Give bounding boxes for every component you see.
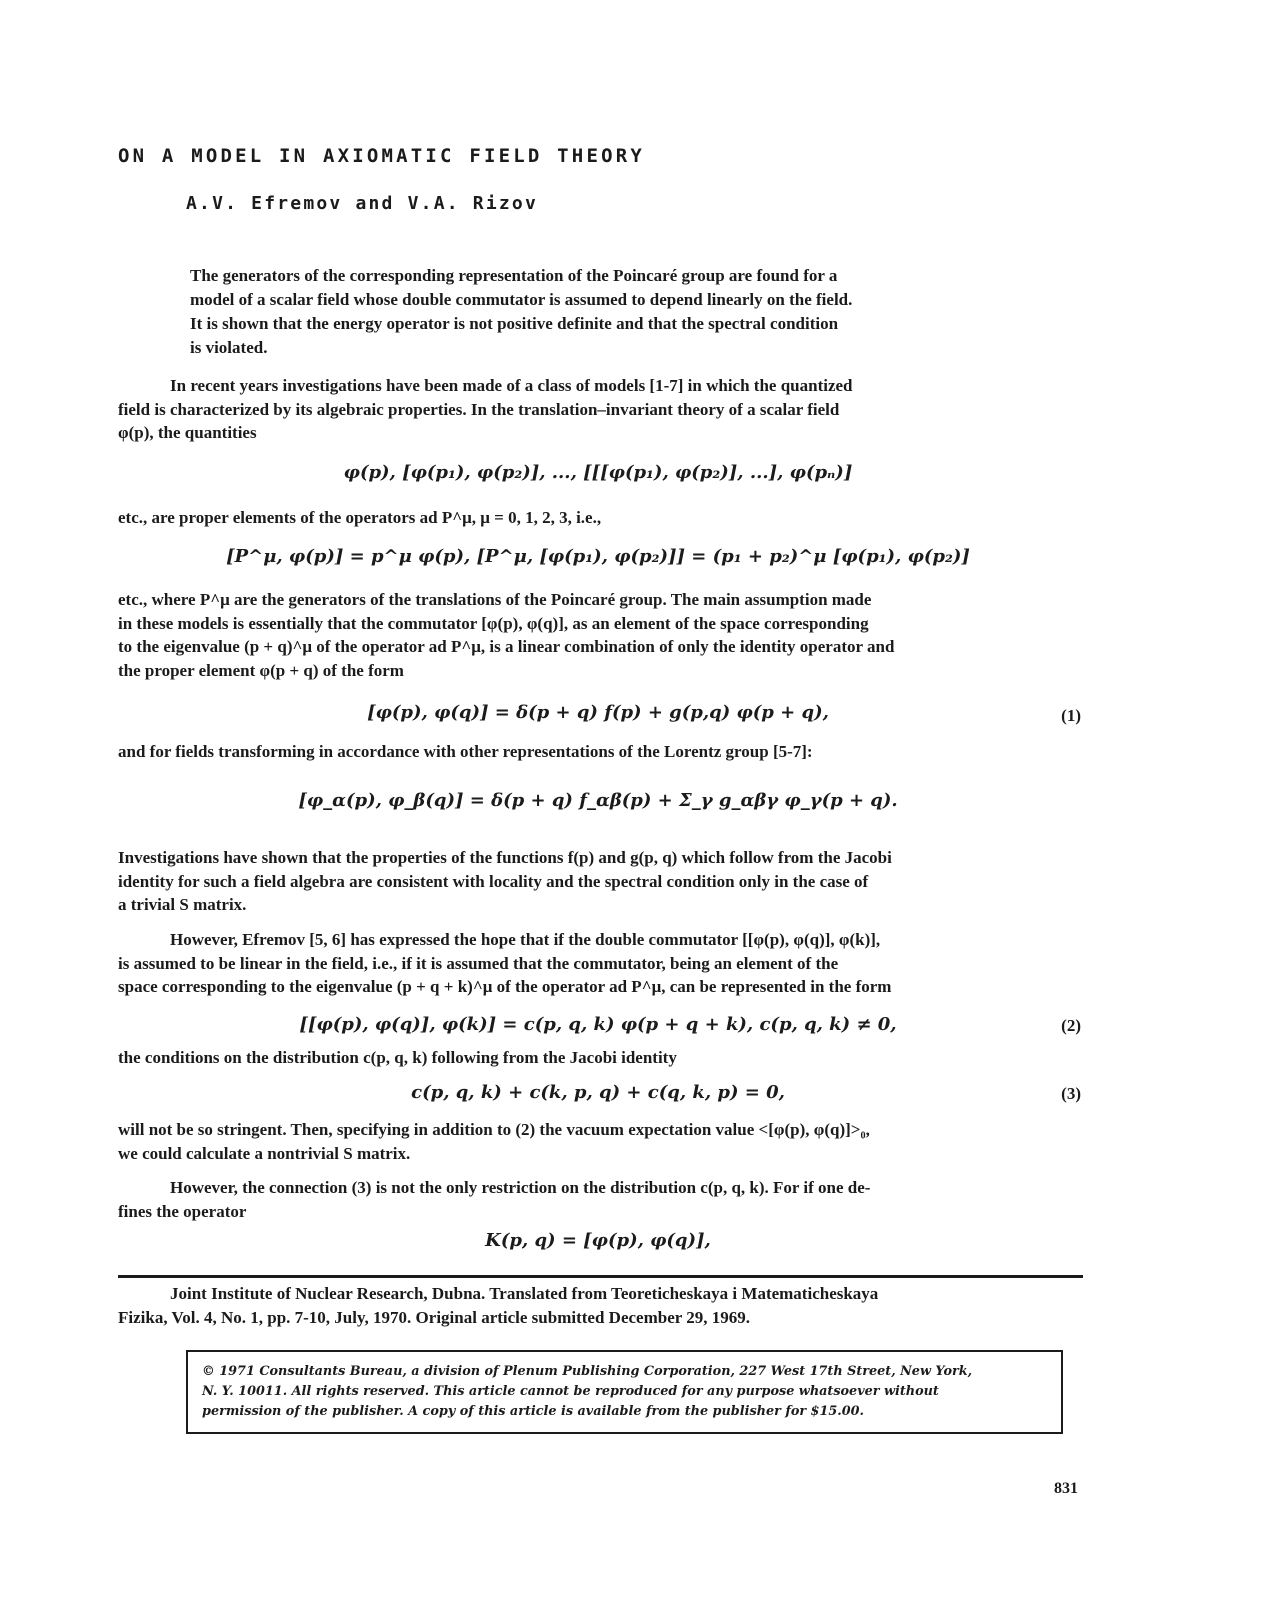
text-line: Investigations have shown that the properties of the functions f(p) and g(p, q) which follow from the Jacobi bbox=[118, 848, 892, 867]
equation-quantities: φ(p), [φ(p₁), φ(p₂)], ..., [[[φ(p₁), φ(p₂)], ...], φ(pₙ)] bbox=[343, 462, 853, 483]
text-line: fines the operator bbox=[118, 1201, 247, 1221]
text-line: the proper element φ(p + q) of the form bbox=[118, 660, 404, 680]
footnote-line: Fizika, Vol. 4, No. 1, pp. 7-10, July, 1970. Original article submitted December 29, 1969. bbox=[118, 1308, 750, 1327]
equation-1: [φ(p), φ(q)] = δ(p + q) f(p) + g(p,q) φ(p + q), bbox=[367, 702, 829, 723]
copyright-notice bbox=[186, 1350, 1063, 1434]
abstract-line: It is shown that the energy operator is not positive definite and that the spectral condition bbox=[190, 314, 839, 333]
text-line: etc., where P^μ are the generators of the translations of the Poincaré group. The main assumption made bbox=[118, 590, 872, 609]
abstract-line: model of a scalar field whose double commutator is assumed to depend linearly on the field. bbox=[190, 290, 853, 309]
paragraph-connection bbox=[118, 1176, 1078, 1223]
abstract-line: is violated. bbox=[190, 338, 268, 357]
copyright-line: © 1971 Consultants Bureau, a division of Plenum Publishing Corporation, 227 West 17th Street, New York, bbox=[202, 1364, 973, 1379]
text-line: a trivial S matrix. bbox=[118, 895, 247, 914]
text-line: φ(p), the quantities bbox=[118, 423, 257, 442]
text-line: we could calculate a nontrivial S matrix. bbox=[118, 1143, 411, 1163]
paragraph-jacobi bbox=[118, 1046, 1078, 1070]
equation-number-3: (3) bbox=[1061, 1084, 1081, 1103]
copyright-line: permission of the publisher. A copy of this article is available from the publisher for $15.00. bbox=[202, 1404, 864, 1419]
equation-number-1: (1) bbox=[1061, 706, 1081, 725]
page-number: 831 bbox=[1054, 1480, 1078, 1497]
paragraph-lorentz bbox=[118, 740, 1078, 764]
text-line: the conditions on the distribution c(p, q, k) following from the Jacobi identity bbox=[118, 1048, 677, 1067]
text-line: In recent years investigations have been made of a class of models [1-7] in which the quantized bbox=[170, 376, 853, 395]
footnote-divider bbox=[118, 1275, 1083, 1278]
copyright-line: N. Y. 10011. All rights reserved. This article cannot be reproduced for any purpose whatsoever without bbox=[202, 1384, 939, 1399]
abstract bbox=[190, 264, 1060, 360]
text-line: identity for such a field algebra are consistent with locality and the spectral condition only in the case of bbox=[118, 871, 869, 891]
text-line: However, the connection (3) is not the only restriction on the distribution c(p, q, k). For if one de- bbox=[170, 1178, 871, 1197]
equation-lorentz: [φ_α(p), φ_β(q)] = δ(p + q) f_αβ(p) + Σ_γ g_αβγ φ_γ(p + q). bbox=[298, 790, 898, 811]
paragraph-intro bbox=[118, 374, 1078, 445]
text-line: to the eigenvalue (p + q)^μ of the operator ad P^μ, is a linear combination of only the identity operator and bbox=[118, 637, 895, 656]
equation-number-2: (2) bbox=[1061, 1016, 1081, 1035]
text-line: and for fields transforming in accordance with other representations of the Lorentz group [5-7]: bbox=[118, 742, 813, 761]
article-title: ON A MODEL IN AXIOMATIC FIELD THEORY bbox=[118, 145, 646, 167]
equation-3: c(p, q, k) + c(k, p, q) + c(q, k, p) = 0, bbox=[411, 1082, 785, 1103]
text-line: etc., are proper elements of the operators ad P^μ, μ = 0, 1, 2, 3, i.e., bbox=[118, 508, 602, 527]
footnote bbox=[118, 1282, 1083, 1330]
footnote-line: Joint Institute of Nuclear Research, Dubna. Translated from Teoreticheskaya i Matematicheskaya bbox=[170, 1284, 879, 1303]
text-line: will not be so stringent. Then, specifying in addition to (2) the vacuum expectation value <[φ(p), φ(q)]>₀, bbox=[118, 1120, 870, 1139]
paragraph-stringent bbox=[118, 1118, 1078, 1165]
equation-K: K(p, q) = [φ(p), φ(q)], bbox=[485, 1230, 711, 1251]
paragraph-investigations bbox=[118, 846, 1078, 917]
equation-translation: [P^μ, φ(p)] = p^μ φ(p), [P^μ, [φ(p₁), φ(p₂)]] = (p₁ + p₂)^μ [φ(p₁), φ(p₂)] bbox=[226, 546, 970, 567]
text-line: in these models is essentially that the commutator [φ(p), φ(q)], as an element of the space corresponding bbox=[118, 613, 869, 633]
paragraph-proper-elements bbox=[118, 506, 1078, 530]
abstract-line: The generators of the corresponding representation of the Poincaré group are found for a bbox=[190, 266, 838, 285]
text-line: field is characterized by its algebraic properties. In the translation–invariant theory of a scalar field bbox=[118, 399, 840, 419]
article-authors: A.V. Efremov and V.A. Rizov bbox=[186, 193, 538, 214]
equation-2: [[φ(p), φ(q)], φ(k)] = c(p, q, k) φ(p + q + k), c(p, q, k) ≠ 0, bbox=[299, 1014, 897, 1035]
text-line: is assumed to be linear in the field, i.e., if it is assumed that the commutator, being an element of the bbox=[118, 953, 839, 973]
paragraph-efremov bbox=[118, 928, 1078, 999]
paragraph-assumption bbox=[118, 588, 1078, 682]
text-line: space corresponding to the eigenvalue (p + q + k)^μ of the operator ad P^μ, can be represented in the form bbox=[118, 977, 892, 996]
text-line: However, Efremov [5, 6] has expressed the hope that if the double commutator [[φ(p), φ(q)], φ(k)], bbox=[170, 930, 881, 949]
